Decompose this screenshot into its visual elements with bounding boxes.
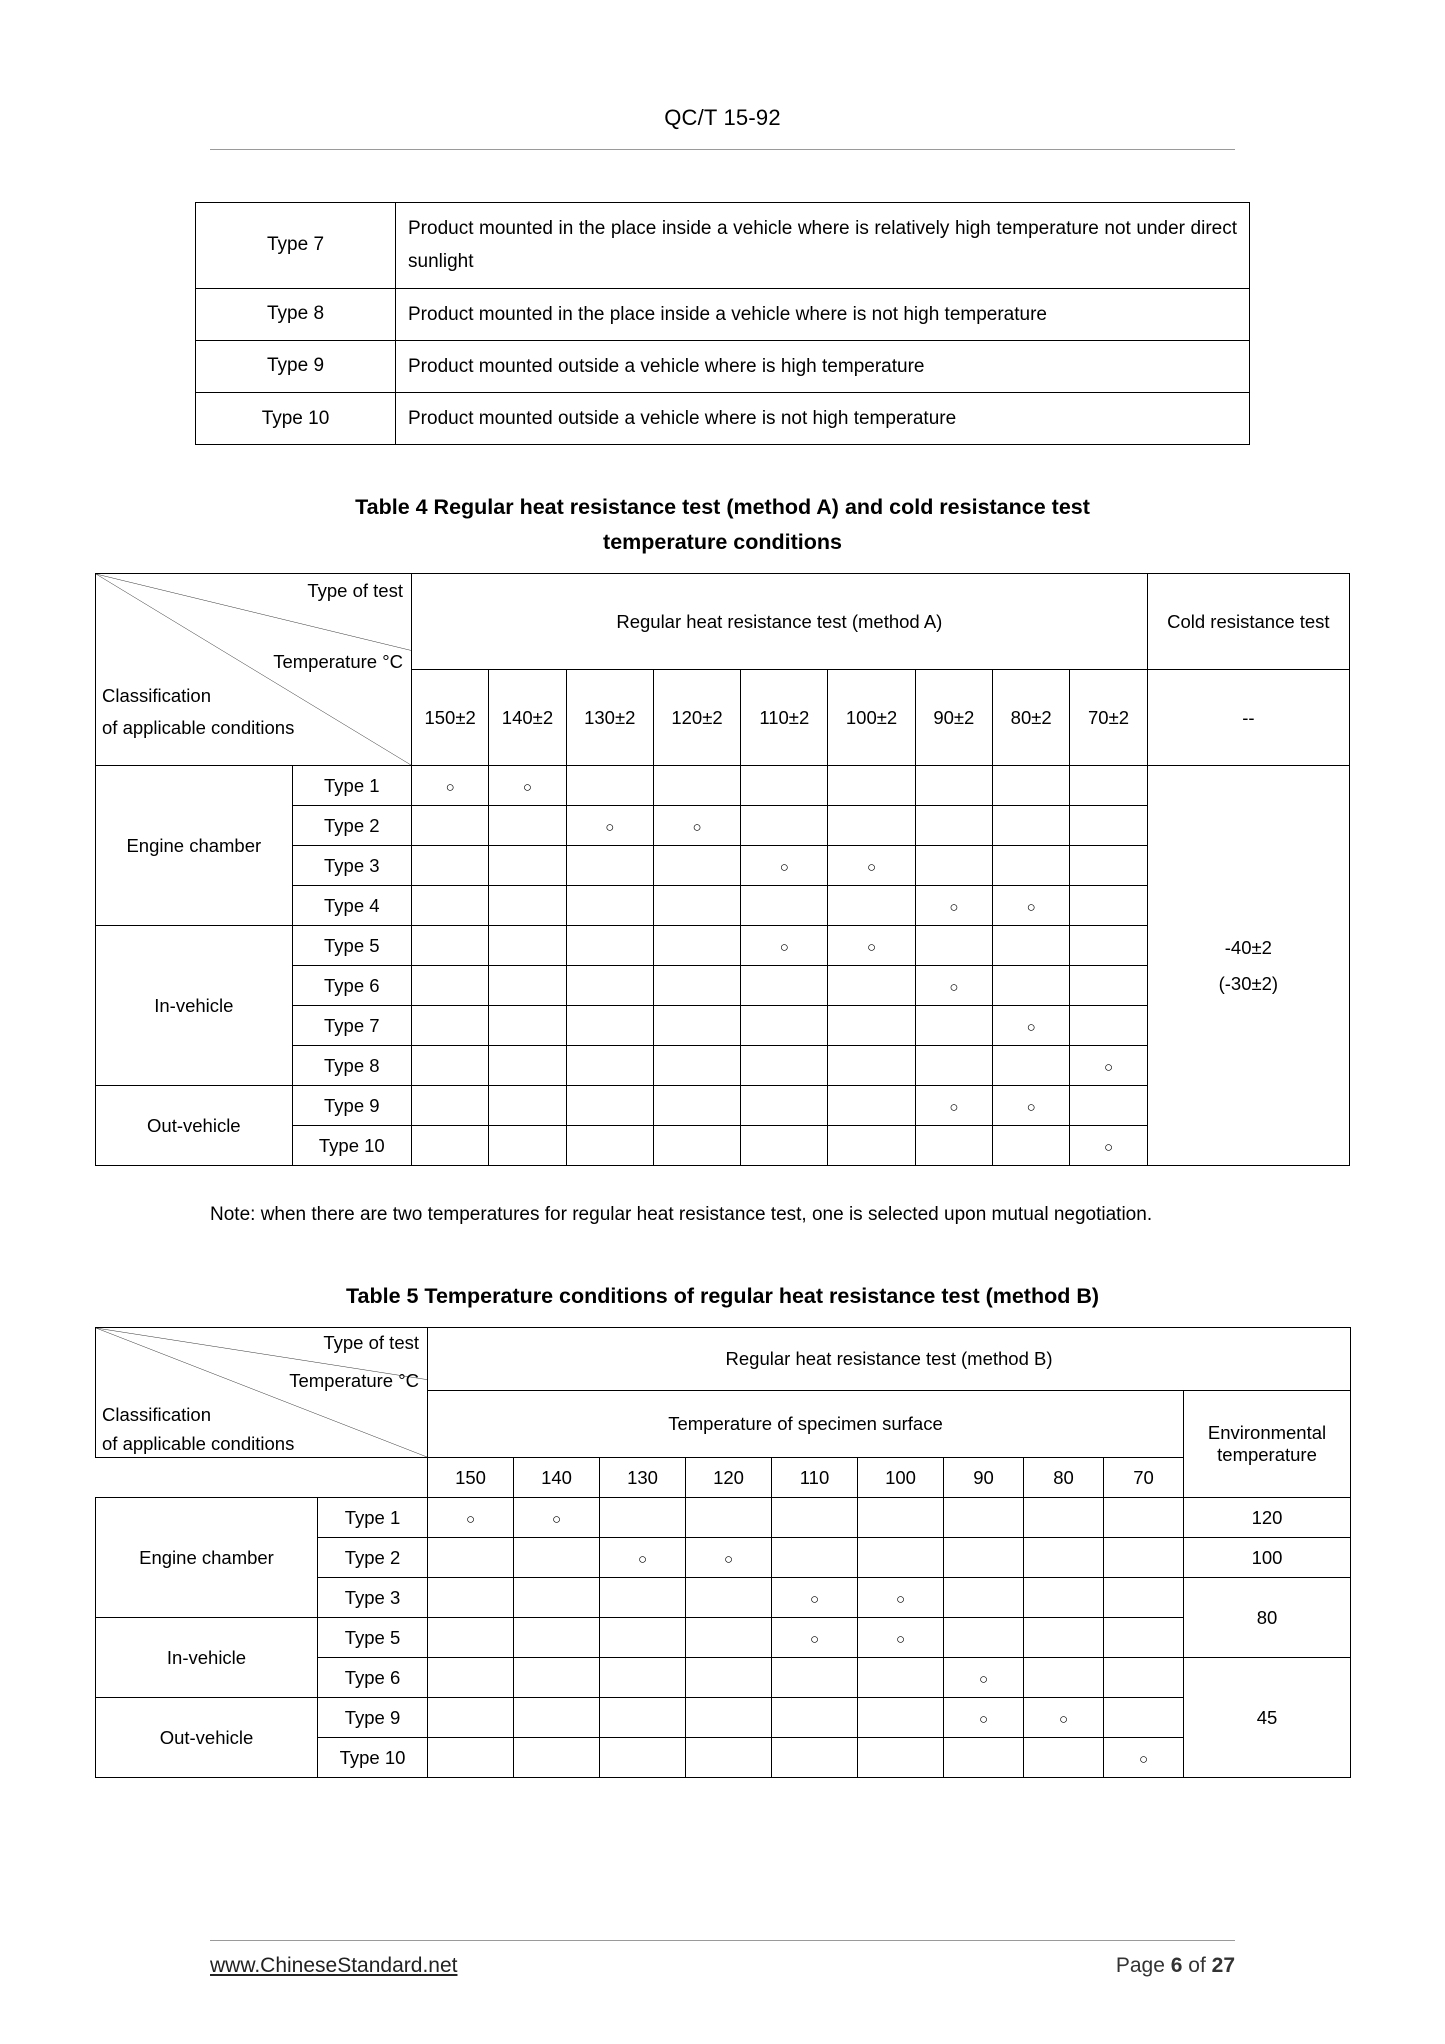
mark-cell-empty: [1104, 1578, 1184, 1618]
mark-cell-empty: [1104, 1658, 1184, 1698]
mark-cell-empty: [489, 1046, 566, 1086]
mark-cell-filled: ○: [1024, 1698, 1104, 1738]
mark-cell-empty: [514, 1698, 600, 1738]
temperature-header: 140±2: [489, 670, 566, 766]
mark-cell-empty: [600, 1618, 686, 1658]
mark-cell-empty: [741, 886, 828, 926]
table-row: [196, 288, 1250, 340]
corner-classification-line1: Classification: [102, 685, 211, 707]
temperature-header: 150: [428, 1458, 514, 1498]
mark-cell-empty: [653, 1046, 740, 1086]
group-label: Out-vehicle: [96, 1086, 293, 1166]
environmental-temperature-value: 100: [1184, 1538, 1351, 1578]
table-3-continuation: [195, 202, 1250, 445]
mark-cell-empty: [741, 1046, 828, 1086]
mark-cell-empty: [1104, 1698, 1184, 1738]
table-4-caption-line2: temperature conditions: [603, 529, 842, 554]
mark-cell-empty: [944, 1498, 1024, 1538]
mark-cell-empty: [1070, 886, 1147, 926]
env-header-line1: Environmental: [1207, 1422, 1327, 1444]
mark-cell-empty: [915, 766, 992, 806]
mark-cell-empty: [686, 1658, 772, 1698]
table-header-row: [96, 574, 1350, 670]
mark-cell-empty: [828, 1006, 915, 1046]
temperature-header: 110: [772, 1458, 858, 1498]
mark-cell-empty: [1070, 846, 1147, 886]
group-label: Engine chamber: [96, 766, 293, 926]
mark-cell-empty: [772, 1498, 858, 1538]
type-label: Type 9: [318, 1698, 428, 1738]
mark-cell-empty: [514, 1578, 600, 1618]
mark-cell-empty: [1024, 1658, 1104, 1698]
mark-cell-filled: ○: [772, 1618, 858, 1658]
type-label: Type 6: [318, 1658, 428, 1698]
mark-cell-empty: [915, 1126, 992, 1166]
type-label: Type 2: [292, 806, 411, 846]
table-header-row: [96, 1328, 1351, 1391]
mark-cell-empty: [1070, 966, 1147, 1006]
corner-classification-line1: Classification: [102, 1404, 211, 1426]
table-row: [96, 1618, 1351, 1658]
mark-cell-filled: ○: [686, 1538, 772, 1578]
mark-cell-filled: ○: [741, 926, 828, 966]
mark-cell-filled: ○: [993, 1086, 1070, 1126]
table-5: [95, 1327, 1351, 1778]
mark-cell-empty: [772, 1658, 858, 1698]
mark-cell-empty: [653, 966, 740, 1006]
corner-temperature: Temperature °C: [273, 651, 403, 673]
mark-cell-empty: [993, 926, 1070, 966]
footer-page-number: [1116, 1954, 1235, 1978]
table-row: [196, 393, 1250, 445]
mark-cell-empty: [993, 966, 1070, 1006]
mark-cell-empty: [566, 1086, 653, 1126]
mark-cell-empty: [653, 886, 740, 926]
mark-cell-empty: [828, 966, 915, 1006]
type-description: Product mounted in the place inside a vehicle where is not high temperature: [396, 288, 1250, 340]
mark-cell-empty: [858, 1498, 944, 1538]
table-4: [95, 573, 1350, 1166]
mark-cell-empty: [741, 766, 828, 806]
page-footer: [210, 1940, 1235, 1978]
table-header-row: [96, 1458, 1351, 1498]
table-5-wrapper: [95, 1327, 1350, 1778]
type-description: Product mounted outside a vehicle where is high temperature: [396, 340, 1250, 392]
type-description: Product mounted in the place inside a vehicle where is relatively high temperature not under direct sunlight: [396, 203, 1250, 289]
mark-cell-empty: [686, 1738, 772, 1778]
type-label: Type 9: [196, 340, 396, 392]
mark-cell-empty: [600, 1698, 686, 1738]
mark-cell-empty: [993, 766, 1070, 806]
mark-cell-filled: ○: [858, 1578, 944, 1618]
footer-current-page: 6: [1170, 1954, 1183, 1977]
mark-cell-empty: [1104, 1538, 1184, 1578]
mark-cell-empty: [411, 1126, 488, 1166]
corner-classification-line2: of applicable conditions: [102, 1433, 295, 1455]
footer-page-middle: of: [1182, 1954, 1212, 1977]
mark-cell-filled: ○: [828, 926, 915, 966]
temperature-header: 120±2: [653, 670, 740, 766]
header-specimen-surface: Temperature of specimen surface: [428, 1391, 1184, 1458]
type-label: Type 1: [292, 766, 411, 806]
temperature-header: 80±2: [993, 670, 1070, 766]
mark-cell-empty: [828, 1126, 915, 1166]
environmental-temperature-value: 80: [1184, 1578, 1351, 1658]
mark-cell-empty: [1104, 1618, 1184, 1658]
table-corner-header: [96, 574, 412, 766]
mark-cell-empty: [858, 1738, 944, 1778]
mark-cell-empty: [566, 926, 653, 966]
mark-cell-empty: [489, 966, 566, 1006]
mark-cell-filled: ○: [944, 1698, 1024, 1738]
temperature-header: 90: [944, 1458, 1024, 1498]
mark-cell-empty: [828, 766, 915, 806]
mark-cell-empty: [428, 1538, 514, 1578]
footer-divider: [210, 1940, 1235, 1941]
corner-spacer-left: [96, 1458, 318, 1498]
mark-cell-empty: [1024, 1618, 1104, 1658]
temperature-header: 100: [858, 1458, 944, 1498]
table-row: [96, 1698, 1351, 1738]
header-method-a: Regular heat resistance test (method A): [411, 574, 1147, 670]
mark-cell-filled: ○: [858, 1618, 944, 1658]
mark-cell-empty: [653, 1126, 740, 1166]
environmental-temperature-value: 120: [1184, 1498, 1351, 1538]
mark-cell-empty: [489, 1086, 566, 1126]
mark-cell-filled: ○: [1104, 1738, 1184, 1778]
temperature-header: 130±2: [566, 670, 653, 766]
mark-cell-empty: [772, 1698, 858, 1738]
type-label: Type 7: [292, 1006, 411, 1046]
table-4-caption: [150, 490, 1295, 559]
mark-cell-empty: [1070, 926, 1147, 966]
type-label: Type 1: [318, 1498, 428, 1538]
mark-cell-empty: [1104, 1498, 1184, 1538]
header-environmental-temperature: [1184, 1391, 1351, 1498]
type-label: Type 8: [196, 288, 396, 340]
mark-cell-filled: ○: [915, 886, 992, 926]
cold-value-line1: -40±2: [1224, 936, 1272, 958]
table-row: [196, 340, 1250, 392]
temperature-header: 110±2: [741, 670, 828, 766]
corner-classification-line2: of applicable conditions: [102, 717, 295, 739]
mark-cell-empty: [828, 1046, 915, 1086]
mark-cell-empty: [686, 1698, 772, 1738]
mark-cell-empty: [1024, 1538, 1104, 1578]
temperature-header: 70±2: [1070, 670, 1147, 766]
type-label: Type 10: [318, 1738, 428, 1778]
mark-cell-empty: [600, 1578, 686, 1618]
table-corner-header: [96, 1328, 428, 1458]
temperature-header: 120: [686, 1458, 772, 1498]
table-5-caption: Table 5 Temperature conditions of regular heat resistance test (method B): [345, 1284, 1100, 1309]
mark-cell-filled: ○: [1070, 1046, 1147, 1086]
type-label: Type 10: [292, 1126, 411, 1166]
mark-cell-empty: [411, 1046, 488, 1086]
mark-cell-empty: [772, 1738, 858, 1778]
mark-cell-empty: [1024, 1738, 1104, 1778]
mark-cell-empty: [858, 1698, 944, 1738]
corner-type-of-test: Type of test: [323, 1332, 419, 1354]
mark-cell-empty: [772, 1538, 858, 1578]
mark-cell-empty: [489, 846, 566, 886]
group-label: In-vehicle: [96, 926, 293, 1086]
mark-cell-empty: [428, 1578, 514, 1618]
type-label: Type 2: [318, 1538, 428, 1578]
mark-cell-empty: [489, 1126, 566, 1166]
temperature-header: 80: [1024, 1458, 1104, 1498]
env-header-line2: temperature: [1217, 1444, 1317, 1466]
mark-cell-empty: [741, 1126, 828, 1166]
mark-cell-empty: [428, 1618, 514, 1658]
cold-value-line2: (-30±2): [1218, 972, 1279, 994]
type-label: Type 5: [318, 1618, 428, 1658]
mark-cell-empty: [600, 1658, 686, 1698]
type-label: Type 9: [292, 1086, 411, 1126]
mark-cell-empty: [686, 1618, 772, 1658]
mark-cell-empty: [741, 966, 828, 1006]
type-label: Type 6: [292, 966, 411, 1006]
mark-cell-filled: ○: [828, 846, 915, 886]
type-label: Type 7: [196, 203, 396, 289]
mark-cell-empty: [828, 886, 915, 926]
mark-cell-empty: [1070, 766, 1147, 806]
type-label: Type 8: [292, 1046, 411, 1086]
mark-cell-empty: [944, 1578, 1024, 1618]
mark-cell-empty: [566, 966, 653, 1006]
mark-cell-empty: [489, 926, 566, 966]
mark-cell-empty: [993, 846, 1070, 886]
environmental-temperature-value: 45: [1184, 1658, 1351, 1778]
mark-cell-empty: [944, 1538, 1024, 1578]
table-4-note: Note: when there are two temperatures for regular heat resistance test, one is selected upon mutual negotiation.: [210, 1204, 1153, 1226]
mark-cell-empty: [858, 1658, 944, 1698]
mark-cell-empty: [686, 1578, 772, 1618]
mark-cell-empty: [915, 1006, 992, 1046]
temperature-header: 100±2: [828, 670, 915, 766]
mark-cell-empty: [411, 1086, 488, 1126]
table-row: [196, 203, 1250, 289]
corner-type-of-test: Type of test: [307, 580, 403, 602]
mark-cell-filled: ○: [741, 846, 828, 886]
mark-cell-empty: [993, 1126, 1070, 1166]
mark-cell-filled: ○: [993, 1006, 1070, 1046]
corner-temperature: Temperature °C: [289, 1370, 419, 1392]
mark-cell-empty: [915, 1046, 992, 1086]
mark-cell-filled: ○: [411, 766, 488, 806]
type-description: Product mounted outside a vehicle where is not high temperature: [396, 393, 1250, 445]
mark-cell-empty: [411, 1006, 488, 1046]
mark-cell-empty: [514, 1538, 600, 1578]
mark-cell-empty: [653, 926, 740, 966]
temperature-header: 140: [514, 1458, 600, 1498]
mark-cell-filled: ○: [600, 1538, 686, 1578]
mark-cell-empty: [993, 806, 1070, 846]
mark-cell-empty: [566, 846, 653, 886]
mark-cell-filled: ○: [428, 1498, 514, 1538]
mark-cell-empty: [566, 886, 653, 926]
table-row: [96, 766, 1350, 806]
mark-cell-empty: [489, 806, 566, 846]
mark-cell-empty: [566, 1046, 653, 1086]
mark-cell-empty: [411, 806, 488, 846]
mark-cell-empty: [566, 1006, 653, 1046]
mark-cell-empty: [1024, 1578, 1104, 1618]
mark-cell-empty: [653, 766, 740, 806]
mark-cell-empty: [566, 766, 653, 806]
mark-cell-empty: [489, 886, 566, 926]
mark-cell-empty: [428, 1658, 514, 1698]
header-method-b: Regular heat resistance test (method B): [428, 1328, 1351, 1391]
mark-cell-empty: [828, 806, 915, 846]
type-label: Type 5: [292, 926, 411, 966]
type-label: Type 10: [196, 393, 396, 445]
group-label: Out-vehicle: [96, 1698, 318, 1778]
mark-cell-empty: [741, 806, 828, 846]
mark-cell-empty: [741, 1086, 828, 1126]
mark-cell-filled: ○: [514, 1498, 600, 1538]
mark-cell-empty: [686, 1498, 772, 1538]
table-4-caption-line1: Table 4 Regular heat resistance test (method A) and cold resistance test: [355, 495, 1090, 520]
header-cold-resistance: Cold resistance test: [1147, 574, 1349, 670]
type-label: Type 4: [292, 886, 411, 926]
group-label: Engine chamber: [96, 1498, 318, 1618]
mark-cell-empty: [1070, 1006, 1147, 1046]
mark-cell-empty: [514, 1658, 600, 1698]
temperature-header: 90±2: [915, 670, 992, 766]
mark-cell-filled: ○: [566, 806, 653, 846]
corner-spacer-right: [318, 1458, 428, 1498]
mark-cell-empty: [653, 1086, 740, 1126]
mark-cell-empty: [915, 806, 992, 846]
page-header-title: QC/T 15-92: [664, 105, 781, 130]
mark-cell-empty: [428, 1738, 514, 1778]
mark-cell-empty: [411, 846, 488, 886]
footer-total-pages: 27: [1211, 1954, 1235, 1977]
mark-cell-filled: ○: [944, 1658, 1024, 1698]
mark-cell-filled: ○: [489, 766, 566, 806]
header-divider: [210, 149, 1235, 150]
mark-cell-filled: ○: [653, 806, 740, 846]
footer-website-link[interactable]: www.ChineseStandard.net: [210, 1954, 458, 1977]
mark-cell-empty: [915, 846, 992, 886]
mark-cell-empty: [915, 926, 992, 966]
mark-cell-empty: [944, 1738, 1024, 1778]
footer-page-prefix: Page: [1115, 1954, 1171, 1977]
mark-cell-empty: [741, 1006, 828, 1046]
mark-cell-empty: [411, 926, 488, 966]
mark-cell-empty: [411, 966, 488, 1006]
mark-cell-empty: [1070, 1086, 1147, 1126]
table-4-wrapper: [95, 573, 1350, 1166]
table-row: [96, 1498, 1351, 1538]
mark-cell-filled: ○: [915, 1086, 992, 1126]
mark-cell-empty: [653, 1006, 740, 1046]
mark-cell-empty: [993, 1046, 1070, 1086]
mark-cell-empty: [828, 1086, 915, 1126]
type-label: Type 3: [292, 846, 411, 886]
mark-cell-empty: [566, 1126, 653, 1166]
mark-cell-empty: [489, 1006, 566, 1046]
mark-cell-filled: ○: [772, 1578, 858, 1618]
mark-cell-empty: [1070, 806, 1147, 846]
type-label: Type 3: [318, 1578, 428, 1618]
mark-cell-empty: [514, 1618, 600, 1658]
mark-cell-filled: ○: [915, 966, 992, 1006]
mark-cell-empty: [428, 1698, 514, 1738]
cold-resistance-value: [1147, 766, 1349, 1166]
mark-cell-empty: [1024, 1498, 1104, 1538]
temperature-header: 70: [1104, 1458, 1184, 1498]
mark-cell-empty: [653, 846, 740, 886]
mark-cell-filled: ○: [993, 886, 1070, 926]
mark-cell-empty: [944, 1618, 1024, 1658]
temperature-header: 130: [600, 1458, 686, 1498]
mark-cell-empty: [514, 1738, 600, 1778]
mark-cell-empty: [600, 1498, 686, 1538]
cold-temp-header: --: [1147, 670, 1349, 766]
mark-cell-filled: ○: [1070, 1126, 1147, 1166]
mark-cell-empty: [600, 1738, 686, 1778]
group-label: In-vehicle: [96, 1618, 318, 1698]
mark-cell-empty: [858, 1538, 944, 1578]
temperature-header: 150±2: [411, 670, 488, 766]
mark-cell-empty: [411, 886, 488, 926]
